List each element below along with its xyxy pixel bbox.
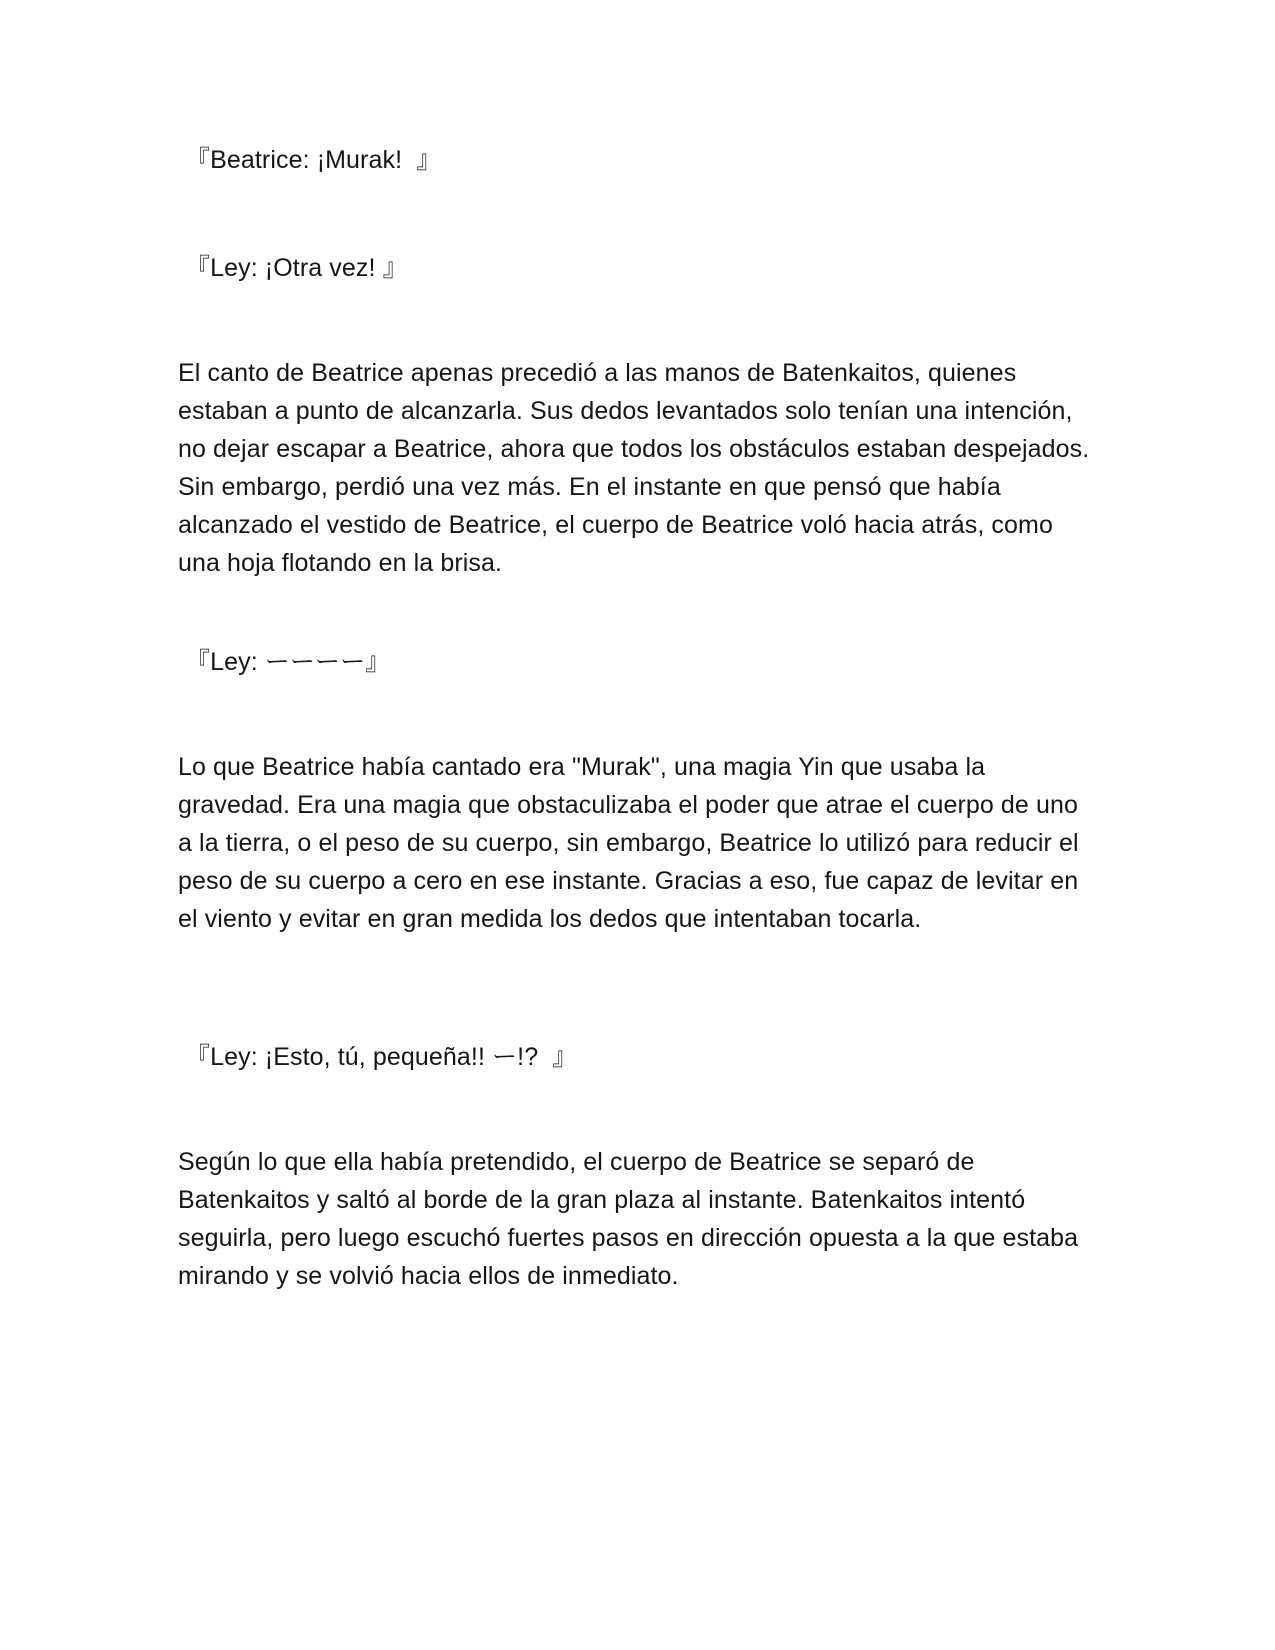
dialogue-line-4: 『Ley: ¡Esto, tú, pequeña!! ー!? 』 [185,1043,578,1071]
paragraph-2: Lo que Beatrice había cantado era "Murak", una magia Yin que usaba la gravedad. Era una magia que obstaculizaba el poder que atrae el cuerpo de uno a la tierra, o el peso de su cuerpo, sin embargo, Beatrice lo utilizó para reducir el peso de su cuerpo a cero en ese instante. Gracias a eso, fue capaz de levitar en el viento y evitar en gran medida los dedos que intentaban tocarla. [178,753,1086,933]
paragraph-3: Según lo que ella había pretendido, el cuerpo de Beatrice se separó de Batenkaitos y saltó al borde de la gran plaza al instante. Batenkaitos intentó seguirla, pero luego escuchó fuertes pasos en dirección opuesta a la que estaba mirando y se volvió hacia ellos de inmediato. [178,1148,1086,1290]
paragraph-1: El canto de Beatrice apenas precedió a las manos de Batenkaitos, quienes estaban a punto de alcanzarla. Sus dedos levantados solo tenían una intención, no dejar escapar a Beatrice, ahora que todos los obstáculos estaban despejados. Sin embargo, perdió una vez más. En el instante en que pensó que había alcanzado el vestido de Beatrice, el cuerpo de Beatrice voló hacia atrás, como una hoja flotando en la brisa. [178,359,1097,577]
dialogue-line-2: 『Ley: ¡Otra vez! 』 [185,254,408,282]
dialogue-line-1: 『Beatrice: ¡Murak! 』 [185,146,442,174]
dialogue-line-3: 『Ley: ーーーー』 [185,648,391,676]
